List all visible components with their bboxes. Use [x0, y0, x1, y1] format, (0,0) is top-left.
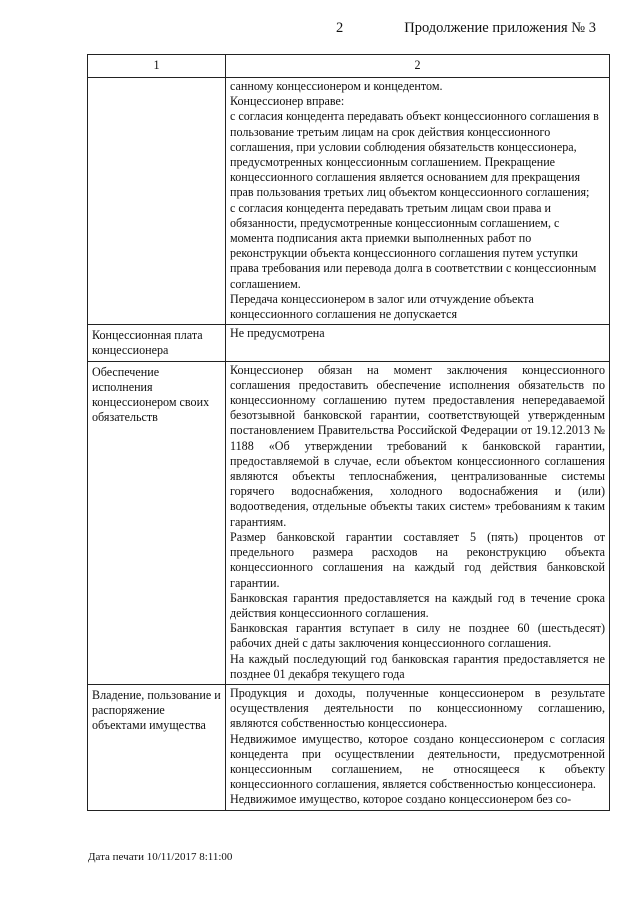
row-content-obligation-security [226, 361, 610, 684]
row-content-rights [226, 78, 610, 325]
row-label-property-ownership: Владение, пользование и распоряжение объектами имущества [88, 684, 226, 810]
paragraph: с согласия концедента передавать объект концессионного соглашения в пользование третьим лицам на срок действия концессионного соглашения, при условии соблюдения обязательств концессионера, предусмотренных концессионным соглашением. Прекращение концессионного соглашения является основанием для прекращения прав пользования третьих лиц объектом концессионного соглашения; [230, 109, 599, 200]
row-label-obligation-security: Обеспечение исполнения концессионером своих обязательств [88, 361, 226, 684]
page-number: 2 [336, 20, 344, 36]
row-label-empty [88, 78, 226, 325]
paragraph: Банковская гарантия предоставляется на каждый год в течение срока действия концессионного соглашения. [230, 590, 605, 620]
paragraph: Банковская гарантия вступает в силу не позднее 60 (шестьдесят) рабочих дней с даты заключения концессионного соглашения. [230, 621, 605, 651]
paragraph: На каждый последующий год банковская гарантия предоставляется не позднее 01 декабря текущего года [230, 651, 605, 681]
column-number-row [88, 55, 610, 78]
paragraph: Продукция и доходы, полученные концессионером в результате осуществления деятельности по концессионному соглашению, являются собственностью концессионера. [230, 685, 605, 731]
table-row-concession-fee [88, 325, 610, 361]
appendix-continuation-title: Продолжение приложения № 3 [404, 20, 596, 36]
page-header [0, 20, 640, 42]
print-date: Дата печати 10/11/2017 8:11:00 [88, 851, 233, 863]
row-content-concession-fee [226, 325, 610, 361]
paragraph: с согласия концедента передавать третьим лицам свои права и обязанности, предусмотренные концессионным соглашением, с момента подписания акта приемки выполненных работ по реконструкции объекта концессионного соглашения путем уступки права требования или перевода долга в соответствии с концессионным соглашением. [230, 200, 597, 291]
paragraph: санному концессионером и концедентом. [230, 79, 443, 93]
paragraph: Концессионер обязан на момент заключения концессионного соглашения предоставить обеспечение исполнения обязательств по концессионному соглашению путем предоставления непередаваемой безотзывной банковской гарантии, соответствующей утвержденным постановлением Правительства Российской Федерации от 19.12.2013 № 1188 «Об утверждении требований к банковской гарантии, предоставляемой в случае, если объектом концессионного соглашения являются объекты теплоснабжения, централизованные системы горячего водоснабжения, холодного водоснабжения и (или) водоотведения, отдельные объекты таких систем» требованиям к таким гарантиям. [230, 362, 605, 529]
paragraph: Передача концессионером в залог или отчуждение объекта концессионного соглашения не допускается [230, 291, 534, 322]
row-content-property-ownership [226, 684, 610, 810]
paragraph: Концессионер вправе: [230, 94, 345, 109]
concession-terms-table [87, 54, 610, 811]
column-header-2: 2 [226, 55, 610, 78]
row-label-concession-fee: Концессионная плата концессионера [88, 325, 226, 361]
paragraph: Размер банковской гарантии составляет 5 (пять) процентов от предельного размера расходов на реконструкцию объекта концессионного соглашения на каждый год действия банковской гарантии. [230, 529, 605, 590]
paragraph: Недвижимое имущество, которое создано концессионером с согласия концедента при осуществлении деятельности, предусмотренной концессионным соглашением, не относящееся к объекту концессионного соглашения, является собственностью концессионера. [230, 731, 605, 792]
paragraph: Не предусмотрена [230, 326, 325, 341]
paragraph: Недвижимое имущество, которое создано концессионером без со- [230, 792, 572, 807]
table-row-concessionaire-rights [88, 78, 610, 325]
column-header-1: 1 [88, 55, 226, 78]
table-row-property-ownership [88, 684, 610, 810]
table-row-obligation-security [88, 361, 610, 684]
